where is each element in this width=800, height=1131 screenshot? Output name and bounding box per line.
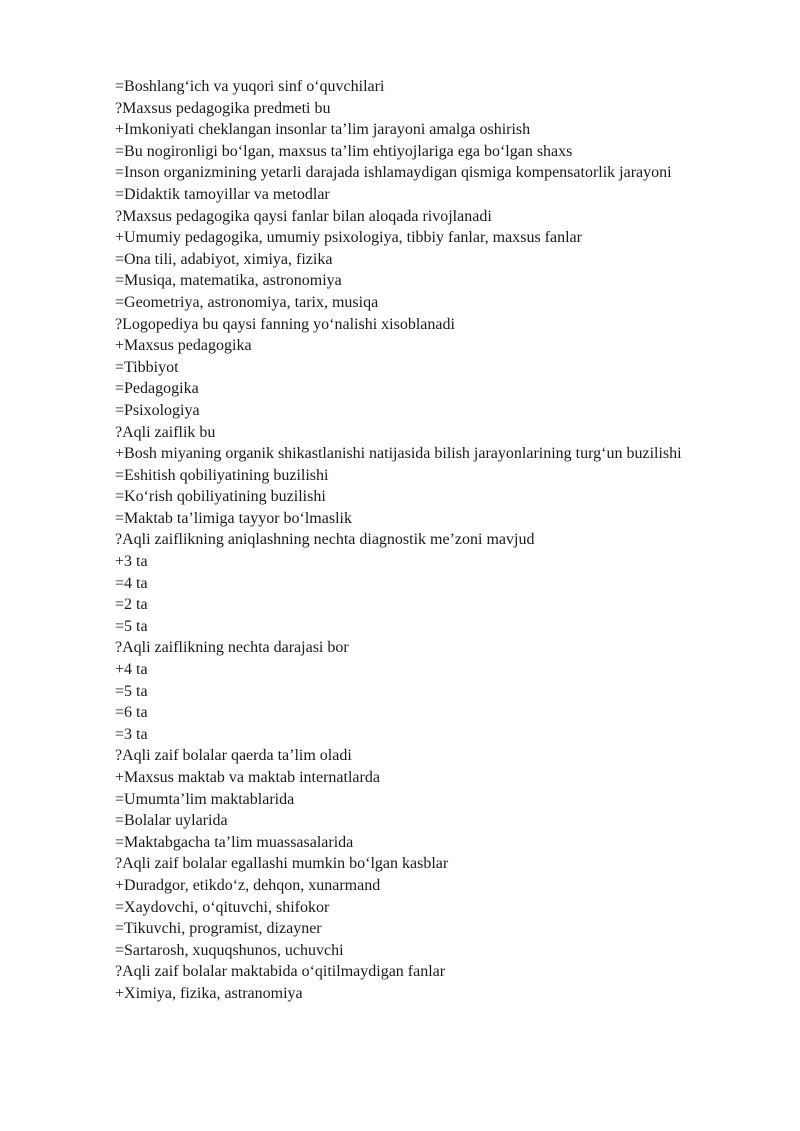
answer-line: =4 ta	[115, 574, 148, 592]
answer-line: =Pedagogika	[115, 380, 199, 398]
question-line: ?Aqli zaiflikning nechta darajasi bor	[115, 639, 349, 657]
answer-line: =3 ta	[115, 725, 148, 743]
question-line: ?Aqli zaif bolalar maktabida o‘qitilmaydigan fanlar	[115, 963, 446, 981]
question-line: ?Logopediya bu qaysi fanning yo‘nalishi xisoblanadi	[115, 315, 455, 333]
answer-line: =Didaktik tamoyillar va metodlar	[115, 185, 330, 203]
question-line: ?Maxsus pedagogika qaysi fanlar bilan aloqada rivojlanadi	[115, 207, 492, 225]
answer-line: =Tikuvchi, programist, dizayner	[115, 920, 322, 938]
correct-answer-line: +Maxsus maktab va maktab internatlarda	[115, 769, 380, 786]
answer-line: =Geometriya, astronomiya, tarix, musiqa	[115, 293, 379, 311]
correct-answer-line: +Umumiy pedagogika, umumiy psixologiya, tibbiy fanlar, maxsus fanlar	[115, 229, 582, 247]
question-line: ?Maxsus pedagogika predmeti bu	[115, 99, 331, 117]
answer-line: =Ona tili, adabiyot, ximiya, fizika	[115, 250, 333, 268]
correct-answer-line: +Imkoniyati cheklangan insonlar ta’lim jarayoni amalga oshirish	[115, 121, 531, 139]
answer-line: =Psixologiya	[115, 401, 200, 419]
answer-line: =5 ta	[115, 682, 148, 700]
question-line: ?Aqli zaif bolalar qaerda ta’lim oladi	[115, 747, 352, 765]
correct-answer-line: +Maxsus pedagogika	[115, 337, 252, 355]
answer-line: =Xaydovchi, o‘qituvchi, shifokor	[115, 898, 330, 916]
answer-line: =Ko‘rish qobiliyatining buzilishi	[115, 488, 326, 506]
question-line: ?Aqli zaif bolalar egallashi mumkin bo‘lgan kasblar	[115, 855, 449, 873]
correct-answer-line: +3 ta	[115, 553, 148, 571]
answer-line: =Boshlang‘ich va yuqori sinf o‘quvchilari	[115, 78, 385, 95]
answer-line: =2 ta	[115, 596, 148, 614]
correct-answer-line: +Ximiya, fizika, astranomiya	[115, 984, 303, 1002]
question-line: ?Aqli zaiflikning aniqlashning nechta diagnostik me’zoni mavjud	[115, 531, 535, 549]
correct-answer-line: +Bosh miyaning organik shikastlanishi natijasida bilish jarayonlarining turg‘un buzilishi	[115, 445, 682, 463]
answer-line: =Maktab ta’limiga tayyor bo‘lmaslik	[115, 509, 352, 527]
answer-line: =Eshitish qobiliyatining buzilishi	[115, 466, 329, 484]
answer-line: =Bolalar uylarida	[115, 812, 228, 830]
answer-line: =Musiqa, matematika, astronomiya	[115, 272, 342, 290]
answer-line: =Maktabgacha ta’lim muassasalarida	[115, 833, 354, 851]
answer-line: =6 ta	[115, 704, 148, 722]
answer-line: =5 ta	[115, 617, 148, 635]
correct-answer-line: +4 ta	[115, 661, 148, 679]
correct-answer-line: +Duradgor, etikdo‘z, dehqon, xunarmand	[115, 876, 381, 894]
answer-line: =Tibbiyot	[115, 358, 179, 376]
document-body	[115, 76, 735, 1005]
question-line: ?Aqli zaiflik bu	[115, 423, 216, 441]
answer-line: =Inson organizmining yetarli darajada ishlamaydigan qismiga kompensatorlik jarayoni	[115, 164, 672, 182]
answer-line: =Bu nogironligi bo‘lgan, maxsus ta’lim ehtiyojlariga ega bo‘lgan shaxs	[115, 142, 573, 160]
answer-line: =Sartarosh, xuquqshunos, uchuvchi	[115, 941, 344, 959]
answer-line: =Umumta’lim maktablarida	[115, 790, 295, 808]
